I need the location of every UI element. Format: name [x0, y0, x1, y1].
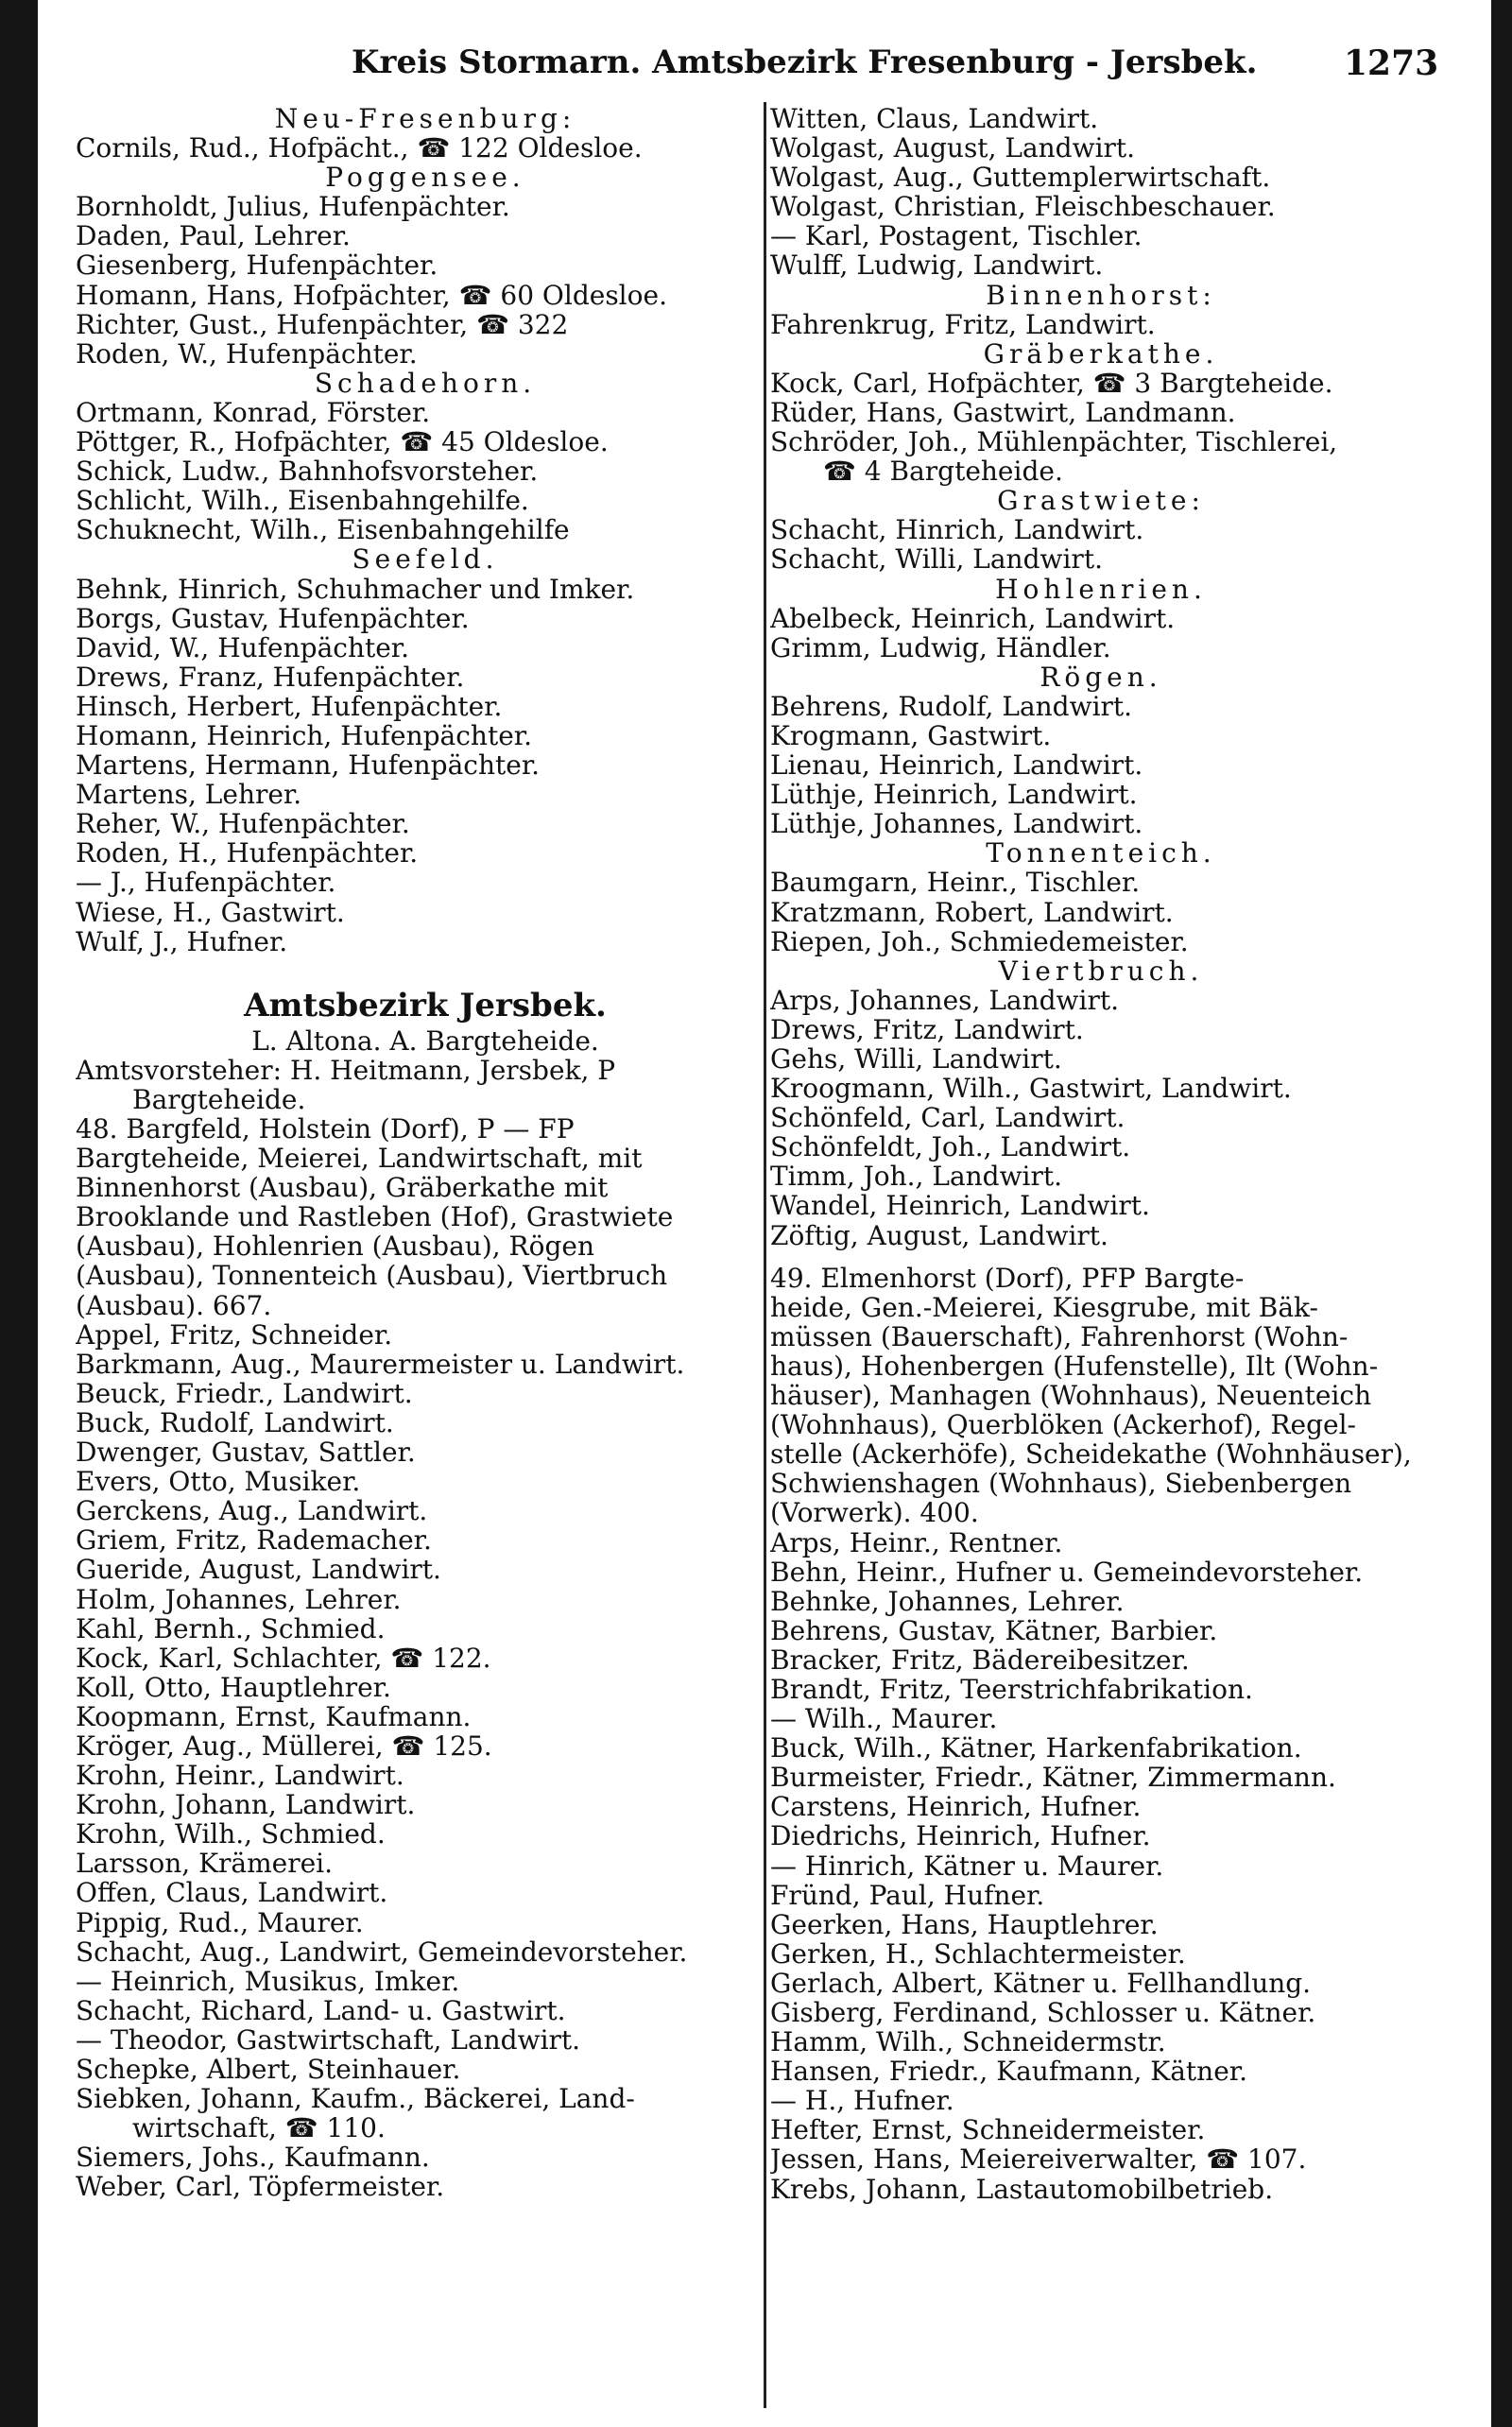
directory-entry: — J., Hufenpächter.	[76, 868, 336, 898]
directory-entry: Jessen, Hans, Meiereiverwalter, ☎ 107.	[770, 2144, 1307, 2175]
directory-entry: Drews, Franz, Hufenpächter.	[76, 662, 465, 692]
directory-entry: Wolgast, Aug., Guttemplerwirtschaft.	[770, 163, 1271, 193]
directory-entry: Burmeister, Friedr., Kätner, Zimmermann.	[770, 1763, 1336, 1793]
directory-entry: Wulf, J., Hufner.	[76, 926, 288, 956]
page-number: 1273	[1344, 43, 1439, 83]
directory-entry: Cornils, Rud., Hofpächt., ☎ 122 Oldesloe.	[76, 133, 643, 164]
directory-entry: Gueride, August, Landwirt.	[76, 1555, 441, 1585]
directory-entry: — H., Hufner.	[770, 2086, 954, 2116]
directory-entry: David, W., Hufenpächter.	[76, 632, 410, 663]
directory-entry: Roden, H., Hufenpächter.	[76, 838, 419, 869]
directory-entry: Bargteheide, Meierei, Landwirtschaft, mit	[76, 1144, 643, 1174]
directory-entry: Wolgast, August, Landwirt.	[770, 133, 1136, 164]
directory-entry: Pöttger, R., Hofpächter, ☎ 45 Oldesloe.	[76, 427, 609, 457]
directory-entry: Martens, Lehrer.	[76, 780, 302, 810]
directory-entry: 48. Bargfeld, Holstein (Dorf), P — FP	[76, 1114, 575, 1145]
directory-entry: Koll, Otto, Hauptlehrer.	[76, 1672, 391, 1702]
directory-entry: haus), Hohenbergen (Hufenstelle), Ilt (Wohn-	[770, 1351, 1379, 1382]
directory-entry: Schlicht, Wilh., Eisenbahngehilfe.	[76, 486, 529, 516]
directory-entry: Fahrenkrug, Fritz, Landwirt.	[770, 309, 1156, 339]
directory-entry: Pippig, Rud., Maurer.	[76, 1907, 364, 1937]
directory-entry: Schönfeld, Carl, Landwirt.	[770, 1103, 1125, 1133]
directory-entry: (Ausbau). 667.	[76, 1290, 272, 1320]
directory-entry: Wiese, H., Gastwirt.	[76, 897, 345, 927]
directory-entry: Schick, Ludw., Bahnhofsvorsteher.	[76, 456, 539, 487]
section-heading: Hohlenrien.	[995, 574, 1207, 604]
directory-entry: Fründ, Paul, Hufner.	[770, 1880, 1045, 1910]
directory-entry: Hansen, Friedr., Kaufmann, Kätner.	[770, 2057, 1247, 2087]
directory-entry: (Vorwerk). 400.	[770, 1498, 979, 1528]
directory-entry: Dwenger, Gustav, Sattler.	[76, 1437, 416, 1468]
section-heading: Grastwiete:	[997, 486, 1205, 516]
directory-entry: Diedrichs, Heinrich, Hufner.	[770, 1821, 1151, 1851]
directory-entry: Buck, Rudolf, Landwirt.	[76, 1407, 394, 1438]
directory-entry: Borgs, Gustav, Hufenpächter.	[76, 603, 470, 633]
directory-entry: Holm, Johannes, Lehrer.	[76, 1584, 402, 1614]
directory-entry: häuser), Manhagen (Wohnhaus), Neuenteich	[770, 1381, 1372, 1411]
directory-entry: Binnenhorst (Ausbau), Gräberkathe mit	[76, 1173, 609, 1203]
directory-entry: Siebken, Johann, Kaufm., Bäckerei, Land-	[76, 2084, 635, 2114]
running-head	[352, 43, 1438, 89]
directory-entry: stelle (Ackerhöfe), Scheidekathe (Wohnhäuser),	[770, 1439, 1412, 1470]
directory-entry: Kock, Karl, Schlachter, ☎ 122.	[76, 1643, 491, 1673]
section-heading: Binnenhorst:	[986, 280, 1216, 310]
directory-entry: Hinsch, Herbert, Hufenpächter.	[76, 691, 503, 721]
directory-entry: (Wohnhaus), Querblöken (Ackerhof), Regel-	[770, 1410, 1357, 1440]
directory-entry: Baumgarn, Heinr., Tischler.	[770, 868, 1141, 898]
directory-entry: Timm, Joh., Landwirt.	[770, 1162, 1063, 1192]
directory-entry: Krohn, Johann, Landwirt.	[76, 1790, 416, 1820]
directory-entry: Schacht, Richard, Land- u. Gastwirt.	[76, 1995, 566, 2025]
directory-entry: Kahl, Bernh., Schmied.	[76, 1613, 386, 1644]
directory-entry: Reher, W., Hufenpächter.	[76, 809, 410, 839]
directory-entry: Zöftig, August, Landwirt.	[770, 1220, 1108, 1250]
directory-entry: Kroogmann, Wilh., Gastwirt, Landwirt.	[770, 1074, 1292, 1104]
directory-entry: L. Altona. A. Bargteheide.	[251, 1025, 599, 1056]
scan-edge-left	[0, 0, 38, 2427]
directory-entry: Behn, Heinr., Hufner u. Gemeindevorsteher.	[770, 1557, 1364, 1587]
section-heading: Schadehorn.	[314, 368, 537, 398]
section-heading: Poggensee.	[325, 163, 525, 193]
directory-entry: Behnke, Johannes, Lehrer.	[770, 1586, 1125, 1616]
scan-edge-right	[1491, 0, 1512, 2427]
directory-entry: Weber, Carl, Töpfermeister.	[76, 2172, 445, 2202]
directory-entry: (Ausbau), Tonnenteich (Ausbau), Viertbruch	[76, 1261, 668, 1291]
directory-entry: Schwienshagen (Wohnhaus), Siebenbergen	[770, 1469, 1352, 1499]
directory-entry: Beuck, Friedr., Landwirt.	[76, 1378, 413, 1408]
directory-entry: Homann, Heinrich, Hufenpächter.	[76, 720, 532, 751]
left-column	[76, 104, 775, 2201]
directory-entry: Witten, Claus, Landwirt.	[770, 104, 1099, 134]
directory-entry: Barkmann, Aug., Maurermeister u. Landwirt.	[76, 1349, 685, 1379]
directory-entry: Rüder, Hans, Gastwirt, Landmann.	[770, 397, 1236, 428]
directory-entry: 49. Elmenhorst (Dorf), PFP Bargte-	[770, 1263, 1245, 1293]
directory-entry: Kratzmann, Robert, Landwirt.	[770, 897, 1174, 927]
directory-entry: Brandt, Fritz, Teerstrichfabrikation.	[770, 1674, 1253, 1705]
directory-entry: Daden, Paul, Lehrer.	[76, 221, 351, 251]
directory-entry: Krohn, Heinr., Landwirt.	[76, 1761, 404, 1791]
directory-entry: — Wilh., Maurer.	[770, 1704, 998, 1734]
directory-entry: — Heinrich, Musikus, Imker.	[76, 1966, 460, 1996]
directory-entry: Schacht, Hinrich, Landwirt.	[770, 515, 1144, 545]
directory-entry: Koopmann, Ernst, Kaufmann.	[76, 1701, 472, 1731]
directory-entry: Abelbeck, Heinrich, Landwirt.	[770, 603, 1176, 633]
directory-entry: Roden, W., Hufenpächter.	[76, 338, 418, 369]
directory-entry: Ortmann, Konrad, Förster.	[76, 397, 431, 428]
directory-entry: Krogmann, Gastwirt.	[770, 720, 1052, 751]
section-heading: Amtsbezirk Jersbek.	[244, 986, 607, 1024]
directory-entry: Behrens, Rudolf, Landwirt.	[770, 691, 1133, 721]
directory-entry: Wandel, Heinrich, Landwirt.	[770, 1191, 1150, 1221]
directory-entry: Krebs, Johann, Lastautomobilbetrieb.	[770, 2174, 1274, 2204]
directory-entry: Hamm, Wilh., Schneidermstr.	[770, 2027, 1166, 2057]
section-heading: Neu-Fresenburg:	[274, 104, 576, 134]
directory-entry: Bornholdt, Julius, Hufenpächter.	[76, 192, 510, 222]
section-heading: Viertbruch.	[998, 955, 1204, 986]
directory-entry: Gerckens, Aug., Landwirt.	[76, 1496, 428, 1526]
section-heading: Tonnenteich.	[986, 838, 1216, 869]
directory-entry: Riepen, Joh., Schmiedemeister.	[770, 926, 1189, 956]
directory-entry: Drews, Fritz, Landwirt.	[770, 1014, 1084, 1044]
directory-entry: Kock, Carl, Hofpächter, ☎ 3 Bargteheide.	[770, 368, 1333, 398]
directory-entry: müssen (Bauerschaft), Fahrenhorst (Wohn-	[770, 1321, 1349, 1351]
directory-entry: — Hinrich, Kätner u. Maurer.	[770, 1850, 1164, 1881]
directory-entry: Arps, Johannes, Landwirt.	[770, 985, 1120, 1015]
directory-entry: Lüthje, Johannes, Landwirt.	[770, 809, 1143, 839]
section-heading: Seefeld.	[352, 544, 499, 575]
directory-entry: Larsson, Krämerei.	[76, 1849, 334, 1879]
directory-entry: — Theodor, Gastwirtschaft, Landwirt.	[76, 2024, 581, 2055]
directory-entry: Behrens, Gustav, Kätner, Barbier.	[770, 1615, 1218, 1645]
directory-entry: Bargteheide.	[132, 1084, 306, 1114]
directory-entry: Gisberg, Ferdinand, Schlosser u. Kätner.	[770, 1998, 1316, 2028]
directory-entry: Carstens, Heinrich, Hufner.	[770, 1792, 1142, 1822]
directory-entry: Griem, Fritz, Rademacher.	[76, 1525, 432, 1556]
directory-entry: (Ausbau), Hohlenrien (Ausbau), Rögen	[76, 1231, 595, 1262]
directory-entry: Behnk, Hinrich, Schuhmacher und Imker.	[76, 574, 635, 604]
directory-entry: Wolgast, Christian, Fleischbeschauer.	[770, 192, 1276, 222]
directory-entry: Buck, Wilh., Kätner, Harkenfabrikation.	[770, 1733, 1302, 1764]
directory-entry: Schacht, Aug., Landwirt, Gemeindevorsteher.	[76, 1936, 688, 1967]
directory-entry: Homann, Hans, Hofpächter, ☎ 60 Oldesloe.	[76, 280, 667, 310]
directory-entry: Evers, Otto, Musiker.	[76, 1467, 361, 1497]
directory-entry: heide, Gen.-Meierei, Kiesgrube, mit Bäk-	[770, 1292, 1318, 1322]
directory-entry: Bracker, Fritz, Bädereibesitzer.	[770, 1644, 1190, 1675]
directory-entry: ☎ 4 Bargteheide.	[823, 456, 1063, 487]
directory-entry: Arps, Heinr., Rentner.	[770, 1527, 1063, 1558]
directory-entry: Schönfeldt, Joh., Landwirt.	[770, 1132, 1131, 1162]
directory-entry: Brooklande und Rastleben (Hof), Grastwiete	[76, 1202, 674, 1232]
directory-entry: Richter, Gust., Hufenpächter, ☎ 322	[76, 309, 569, 339]
directory-entry: Geerken, Hans, Hauptlehrer.	[770, 1909, 1159, 1939]
directory-entry: Schacht, Willi, Landwirt.	[770, 544, 1103, 575]
directory-entry: Amtsvorsteher: H. Heitmann, Jersbek, P	[76, 1055, 616, 1085]
section-heading: Gräberkathe.	[983, 338, 1219, 369]
section-heading: Rögen.	[1040, 662, 1162, 692]
directory-entry: wirtschaft, ☎ 110.	[132, 2113, 386, 2143]
directory-entry: Hefter, Ernst, Schneidermeister.	[770, 2115, 1206, 2145]
directory-entry: Appel, Fritz, Schneider.	[76, 1319, 393, 1350]
directory-entry: Schröder, Joh., Mühlenpächter, Tischlerei,	[770, 427, 1338, 457]
directory-entry: Kröger, Aug., Müllerei, ☎ 125.	[76, 1730, 492, 1762]
directory-entry: Grimm, Ludwig, Händler.	[770, 632, 1111, 663]
directory-entry: Siemers, Johs., Kaufmann.	[76, 2143, 430, 2173]
directory-entry: Gerlach, Albert, Kätner u. Fellhandlung.	[770, 1968, 1312, 1998]
directory-entry: Gerken, H., Schlachtermeister.	[770, 1938, 1186, 1969]
directory-entry: Offen, Claus, Landwirt.	[76, 1878, 388, 1908]
right-column	[770, 104, 1432, 2204]
directory-entry: Schepke, Albert, Steinhauer.	[76, 2055, 461, 2085]
directory-entry: Krohn, Wilh., Schmied.	[76, 1819, 386, 1850]
directory-entry: Wulff, Ludwig, Landwirt.	[770, 250, 1104, 281]
directory-entry: Schuknecht, Wilh., Eisenbahngehilfe	[76, 515, 570, 545]
directory-entry: Gehs, Willi, Landwirt.	[770, 1044, 1062, 1075]
directory-entry: Lienau, Heinrich, Landwirt.	[770, 750, 1143, 781]
directory-entry: Lüthje, Heinrich, Landwirt.	[770, 780, 1138, 810]
directory-entry: Martens, Hermann, Hufenpächter.	[76, 750, 541, 781]
directory-entry: Giesenberg, Hufenpächter.	[76, 250, 438, 281]
page-title: Kreis Stormarn. Amtsbezirk Fresenburg - Jersbek.	[352, 43, 1258, 81]
directory-entry: — Karl, Postagent, Tischler.	[770, 221, 1143, 251]
